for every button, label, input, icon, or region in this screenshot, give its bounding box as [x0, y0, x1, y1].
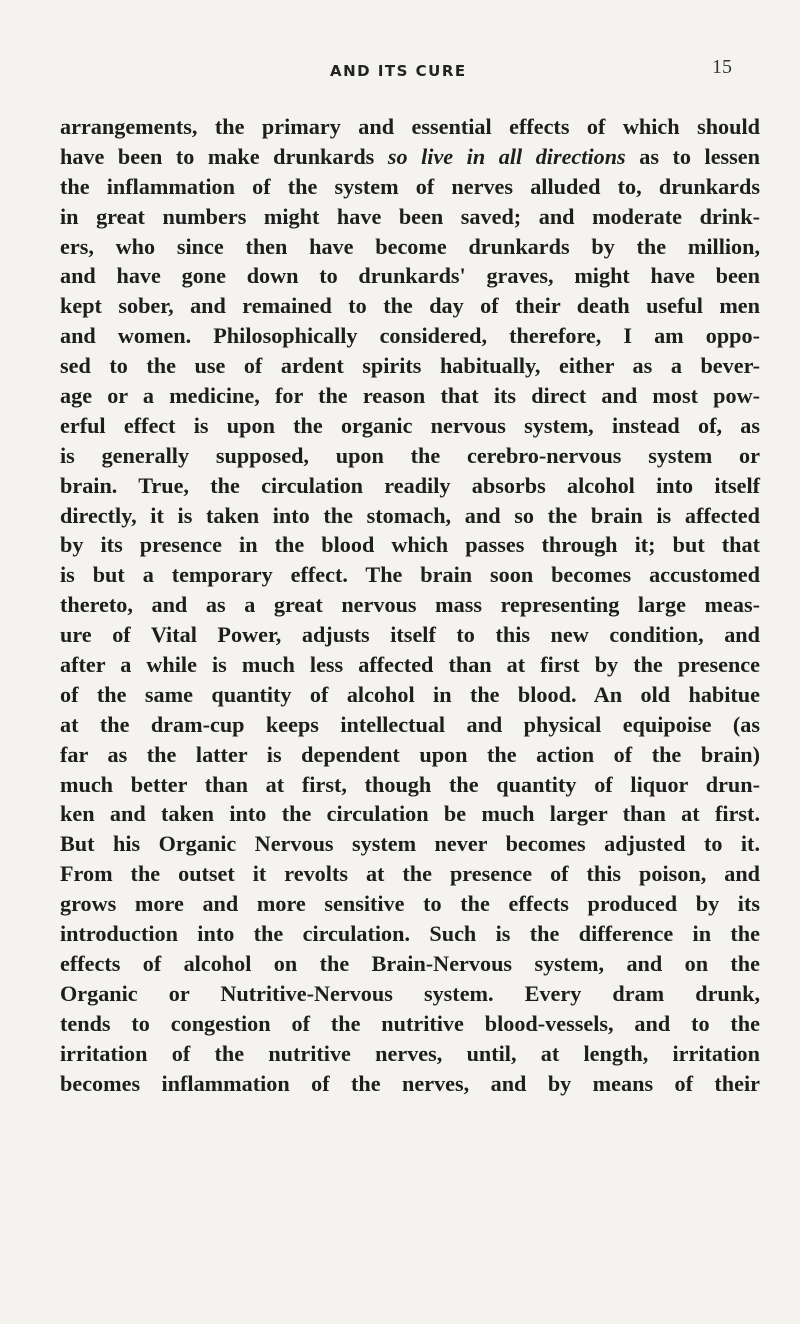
text-line: tends to congestion of the nutritive blood-vessels, and to the	[60, 1010, 760, 1036]
text-line	[60, 142, 760, 172]
text-line: ers, who since then have become drunkards by the million,	[60, 233, 760, 259]
running-header-title: AND ITS CURE	[330, 62, 467, 80]
italic-phrase: so live in all directions	[387, 143, 626, 169]
text-segment: as to lessen	[625, 143, 760, 169]
text-line: brain. True, the circulation readily absorbs alcohol into itself	[60, 472, 760, 498]
text-line: erful effect is upon the organic nervous system, instead of, as	[60, 412, 760, 438]
running-header	[0, 54, 800, 84]
text-line: From the outset it revolts at the presence of this poison, and	[60, 861, 760, 887]
text-line: at the dram-cup keeps intellectual and physical equipoise (as	[60, 711, 760, 737]
text-line: introduction into the circulation. Such is the difference in the	[60, 921, 760, 947]
text-line: But his Organic Nervous system never becomes adjusted to it.	[60, 831, 760, 857]
body-text	[60, 112, 760, 1098]
text-line: arrangements, the primary and essential effects of which should	[60, 114, 760, 139]
text-line: grows more and more sensitive to the effects produced by its	[60, 891, 760, 917]
text-line: and have gone down to drunkards' graves, might have been	[60, 263, 760, 289]
text-line: of the same quantity of alcohol in the blood. An old habitue	[60, 681, 760, 707]
text-line: effects of alcohol on the Brain-Nervous system, and on the	[60, 950, 760, 976]
text-line: ure of Vital Power, adjusts itself to this new condition, and	[60, 622, 760, 648]
text-line: becomes inflammation of the nerves, and by means of their	[60, 1070, 760, 1096]
text-line: directly, it is taken into the stomach, and so the brain is affected	[60, 502, 760, 528]
text-line: thereto, and as a great nervous mass representing large meas-	[60, 592, 760, 618]
text-line: is but a temporary effect. The brain soon becomes accustomed	[60, 562, 760, 588]
text-line: by its presence in the blood which passes through it; but that	[60, 532, 760, 558]
text-line: is generally supposed, upon the cerebro-nervous system or	[60, 442, 760, 468]
text-segment: have been to make drunkards	[60, 143, 388, 169]
text-line: Organic or Nutritive-Nervous system. Every dram drunk,	[60, 980, 760, 1006]
text-line: much better than at first, though the quantity of liquor drun-	[60, 771, 760, 797]
text-line: the inflammation of the system of nerves alluded to, drunkards	[60, 173, 760, 199]
text-line: ken and taken into the circulation be much larger than at first.	[60, 801, 760, 827]
text-line: sed to the use of ardent spirits habitually, either as a bever-	[60, 353, 760, 379]
text-line: and women. Philosophically considered, therefore, I am oppo-	[60, 323, 760, 349]
text-line: age or a medicine, for the reason that its direct and most pow-	[60, 383, 760, 409]
text-line: kept sober, and remained to the day of their death useful men	[60, 293, 760, 319]
text-line: far as the latter is dependent upon the action of the brain)	[60, 741, 760, 767]
text-line: in great numbers might have been saved; and moderate drink-	[60, 203, 760, 229]
page-number: 15	[712, 56, 732, 78]
text-line: irritation of the nutritive nerves, until, at length, irritation	[60, 1040, 760, 1066]
text-line: after a while is much less affected than at first by the presence	[60, 652, 760, 678]
